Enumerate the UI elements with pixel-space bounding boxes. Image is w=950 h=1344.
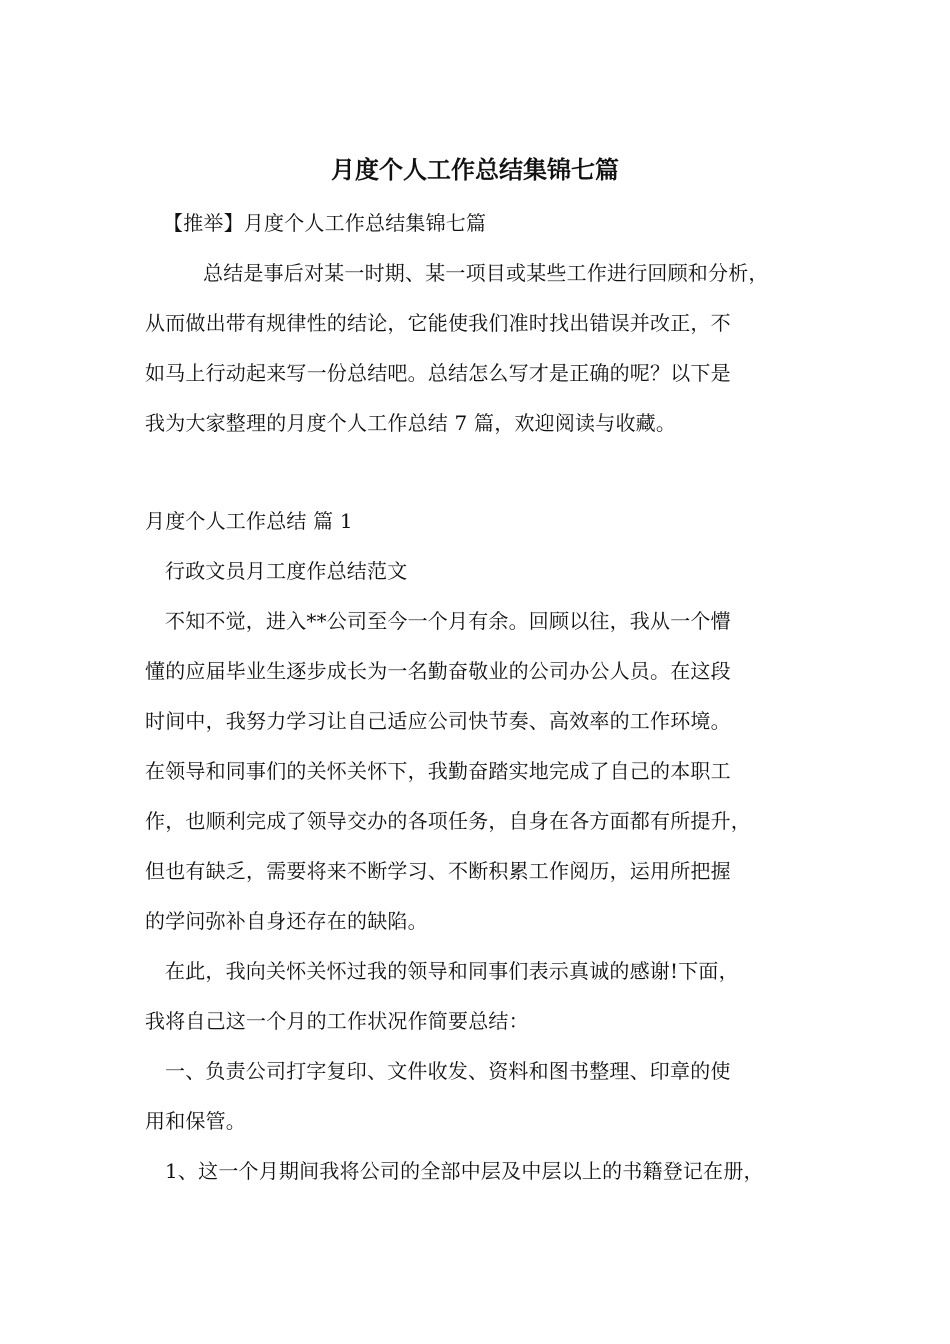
list-item-line: 1、这一个月期间我将公司的全部中层及中层以上的书籍登记在册， — [165, 1159, 764, 1183]
section-subtitle: 行政文员月工度作总结范文 — [165, 559, 408, 583]
list-heading-line: 用和保管。 — [145, 1109, 246, 1133]
paragraph-line: 在此，我向关怀关怀过我的领导和同事们表示真诚的感谢!下面， — [165, 959, 739, 983]
paragraph-line: 在领导和同事们的关怀关怀下，我勤奋踏实地完成了自己的本职工 — [145, 759, 731, 783]
paragraph-line: 从而做出带有规律性的结论，它能使我们准时找出错误并改正，不 — [145, 311, 731, 335]
paragraph-line: 懂的应届毕业生逐步成长为一名勤奋敬业的公司办公人员。在这段 — [145, 659, 731, 683]
document-title: 月度个人工作总结集锦七篇 — [331, 156, 619, 184]
paragraph-line: 总结是事后对某一时期、某一项目或某些工作进行回顾和分析， — [203, 261, 769, 285]
section-heading: 月度个人工作总结 篇 1 — [145, 509, 353, 533]
paragraph-line: 时间中，我努力学习让自己适应公司快节奏、高效率的工作环境。 — [145, 709, 731, 733]
paragraph-line: 如马上行动起来写一份总结吧。总结怎么写才是正确的呢？以下是 — [145, 361, 731, 385]
paragraph-line: 但也有缺乏，需要将来不断学习、不断积累工作阅历，运用所把握 — [145, 859, 731, 883]
paragraph-line: 不知不觉，进入**公司至今一个月有余。回顾以往，我从一个懵 — [165, 609, 731, 633]
paragraph-line: 的学问弥补自身还存在的缺陷。 — [145, 909, 428, 933]
intro-recommend-line: 【推举】月度个人工作总结集锦七篇 — [163, 211, 487, 235]
list-heading-line: 一、负责公司打字复印、文件收发、资料和图书整理、印章的使 — [165, 1059, 731, 1083]
paragraph-line: 我为大家整理的月度个人工作总结 7 篇，欢迎阅读与收藏。 — [145, 411, 677, 435]
paragraph-line: 作，也顺利完成了领导交办的各项任务，自身在各方面都有所提升， — [145, 809, 751, 833]
paragraph-line: 我将自己这一个月的工作状况作简要总结： — [145, 1009, 529, 1033]
